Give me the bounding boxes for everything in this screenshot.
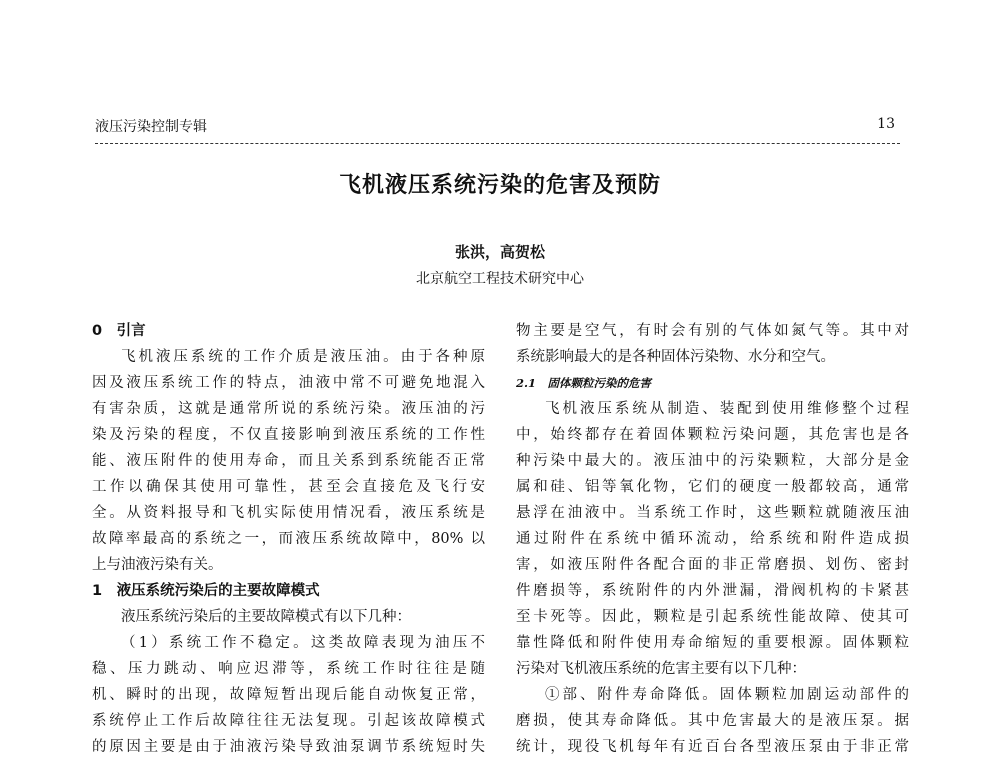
- text-line: 机、瞬时的出现，故障短暂出现后能自动恢复正常，: [92, 687, 485, 703]
- article-authors: 张洪，高贺松: [454, 243, 545, 261]
- text-line: 工作以确保其使用可靠性，甚至会直接危及飞行安: [92, 479, 485, 495]
- journal-name: 液压污染控制专辑: [95, 119, 207, 135]
- text-line: 属和硅、铝等氧化物，它们的硬度一般都较高，通常: [516, 479, 909, 495]
- header-rule: [95, 143, 900, 144]
- text-line: 种污染中最大的。液压油中的污染颗粒，大部分是金: [516, 453, 909, 469]
- text-line: 系统影响最大的是各种固体污染物、水分和空气。: [516, 349, 835, 365]
- text-line: 飞机液压系统的工作介质是液压油。由于各种原: [121, 349, 485, 365]
- text-line: 系统停止工作后故障往往无法复现。引起该故障模式: [92, 713, 485, 729]
- right-column: [516, 318, 909, 760]
- section-heading: 2.1 固体颗粒污染的危害: [516, 376, 652, 390]
- text-line: 统计，现役飞机每年有近百台各型液压泵由于非正常: [516, 739, 909, 755]
- article-affiliation: 北京航空工程技术研究中心: [416, 271, 584, 287]
- text-line: （1）系统工作不稳定。这类故障表现为油压不: [121, 635, 485, 651]
- text-line: 有害杂质，这就是通常所说的系统污染。液压油的污: [92, 401, 485, 417]
- text-line: 染及污染的程度，不仅直接影响到液压系统的工作性: [92, 427, 485, 443]
- text-line: 的原因主要是由于油液污染导致油泵调节系统短时失: [92, 739, 485, 755]
- text-line: 上与油液污染有关。: [92, 557, 223, 573]
- section-heading: 1 液压系统污染后的主要故障模式: [92, 583, 320, 599]
- running-header: [95, 116, 895, 138]
- text-line: 中，始终都存在着固体颗粒污染问题，其危害也是各: [516, 427, 909, 443]
- text-line: 飞机液压系统从制造、装配到使用维修整个过程: [545, 401, 909, 417]
- page-number: 13: [877, 116, 895, 132]
- text-line: 全。从资料报导和飞机实际使用情况看，液压系统是: [92, 505, 485, 521]
- text-line: 靠性降低和附件使用寿命缩短的重要根源。固体颗粒: [516, 635, 909, 651]
- text-line: ①部、附件寿命降低。固体颗粒加剧运动部件的: [545, 687, 909, 703]
- text-line: 悬浮在油液中。当系统工作时，这些颗粒就随液压油: [516, 505, 909, 521]
- text-line: 能、液压附件的使用寿命，而且关系到系统能否正常: [92, 453, 485, 469]
- text-line: 物主要是空气，有时会有别的气体如氮气等。其中对: [516, 323, 909, 339]
- text-line: 磨损，使其寿命降低。其中危害最大的是液压泵。据: [516, 713, 909, 729]
- text-line: 通过附件在系统中循环流动，给系统和附件造成损: [516, 531, 909, 547]
- text-line: 稳、压力跳动、响应迟滞等，系统工作时往往是随: [92, 661, 485, 677]
- text-line: 污染对飞机液压系统的危害主要有以下几种：: [516, 661, 806, 677]
- text-line: 因及液压系统工作的特点，油液中常不可避免地混入: [92, 375, 485, 391]
- text-line: 件磨损等，系统附件的内外泄漏，滑阀机构的卡紧甚: [516, 583, 909, 599]
- article-title: 飞机液压系统污染的危害及预防: [338, 173, 661, 198]
- left-column: [92, 318, 485, 760]
- text-line: 液压系统污染后的主要故障模式有以下几种：: [121, 609, 411, 625]
- text-line: 至卡死等。因此，颗粒是引起系统性能故障、使其可: [516, 609, 909, 625]
- text-line: 故障率最高的系统之一，而液压系统故障中，80% 以: [92, 531, 485, 547]
- text-line: 害，如液压附件各配合面的非正常磨损、划伤、密封: [516, 557, 909, 573]
- section-heading: 0 引言: [92, 323, 146, 339]
